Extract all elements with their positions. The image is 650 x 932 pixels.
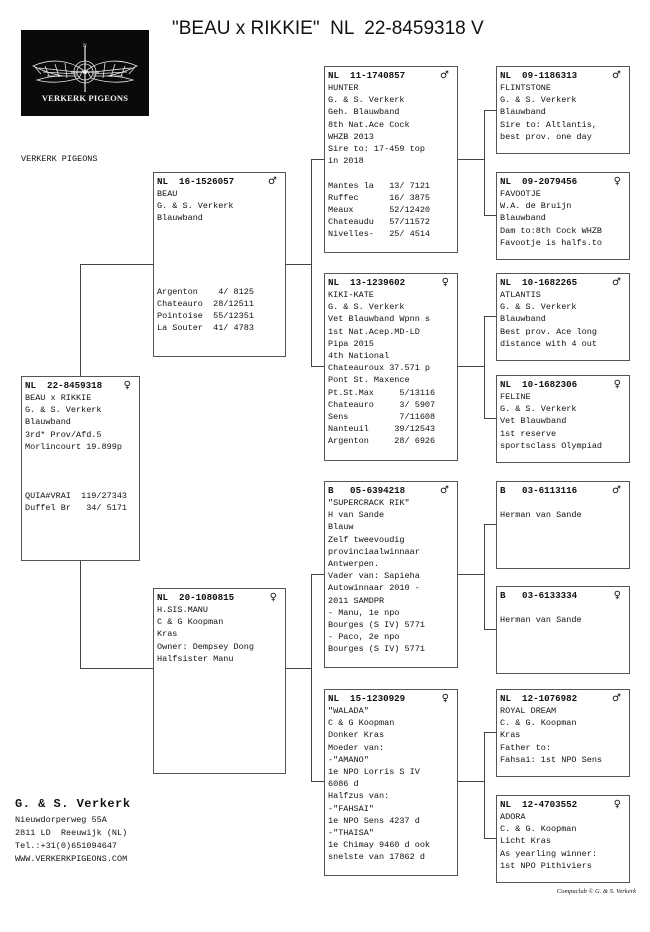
card-line: Blauwband [500, 213, 546, 224]
card-line: Owner: Dempsey Dong [157, 641, 254, 652]
card-line: Chateaudu 57/11572 [328, 217, 431, 228]
card-line: HUNTER [328, 83, 359, 93]
connector-line [484, 110, 485, 216]
pigeon-card-subject[interactable] [21, 376, 140, 561]
ring-number: NL 20-1080815 [157, 592, 235, 603]
card-line: "WALADA" [328, 706, 369, 716]
connector-line [80, 668, 153, 669]
card-header [500, 378, 626, 391]
card-header [328, 484, 454, 497]
female-symbol-icon: ♀ [613, 176, 621, 187]
card-line: Sire to: 17-459 top [328, 144, 425, 155]
card-line: 1st NPO Pithiviers [500, 860, 592, 871]
card-line: 1e NPO Sens 4237 d [328, 815, 420, 826]
pigeon-card-sire[interactable] [153, 172, 286, 357]
card-line: Zelf tweevoudig [328, 534, 405, 545]
connector-line [311, 574, 324, 575]
card-header [328, 69, 454, 82]
connector-line [484, 110, 496, 111]
card-line: Bourges (S IV) 5771 [328, 620, 425, 631]
card-header [500, 589, 626, 602]
card-header [500, 175, 626, 188]
card-line: La Souter 41/ 4783 [157, 323, 254, 334]
logo-text: VERKERK PIGEONS [41, 93, 129, 103]
card-line: C. & G. Koopman [500, 718, 577, 729]
card-line: -"AMANO" [328, 754, 369, 765]
female-symbol-icon: ♀ [613, 799, 621, 810]
ring-number: B 03-6113116 [500, 485, 578, 496]
ring-number: NL 15-1230929 [328, 693, 406, 704]
card-line: KIKI-KATE [328, 290, 374, 300]
card-line: Geh. Blauwband [328, 107, 400, 118]
card-line: ADORA [500, 812, 526, 822]
connector-line [484, 418, 496, 419]
card-line: Nanteuil 39/12543 [328, 424, 436, 435]
card-line: Moeder van: [328, 742, 385, 753]
ring-number: NL 16-1526057 [157, 176, 235, 187]
ring-number: NL 12-1076982 [500, 693, 578, 704]
pigeon-card-dd-sire[interactable] [496, 689, 630, 777]
card-line: Licht Kras [500, 836, 552, 847]
org-label: VERKERK PIGEONS [21, 154, 98, 164]
female-symbol-icon: ♀ [613, 590, 621, 601]
card-line: FLINTSTONE [500, 83, 552, 93]
card-line: As yearling winner: [500, 848, 597, 859]
connector-line [484, 732, 496, 733]
breeder-name: G. & S. Verkerk [15, 797, 131, 811]
card-line: WHZB 2013 [328, 131, 374, 142]
card-line: 1e NPO Lorris S IV [328, 767, 420, 778]
card-line: sportsclass Olympiad [500, 440, 603, 451]
card-line: Pt.St.Max 5/13116 [328, 387, 436, 398]
pigeon-card-ss-dam[interactable] [496, 172, 630, 260]
card-line: W.A. de Bruijn [500, 201, 572, 212]
spacer [157, 261, 282, 273]
connector-line [484, 316, 496, 317]
female-symbol-icon: ♀ [269, 592, 277, 603]
card-header [157, 175, 282, 188]
pigeon-card-sd-sire[interactable] [496, 273, 630, 361]
card-line: 1st Nat.Acep.MD-LD [328, 326, 420, 337]
card-line: H.SIS.MANU [157, 605, 209, 615]
card-header [328, 692, 454, 705]
card-line: Argenton 4/ 8125 [157, 286, 254, 297]
ring-number: B 03-6133334 [500, 590, 578, 601]
spacer [25, 465, 136, 477]
pigeon-card-ds-sire[interactable] [496, 481, 630, 569]
card-line: Mantes la 13/ 7121 [328, 180, 431, 191]
card-line: Duffel Br 34/ 5171 [25, 502, 128, 513]
card-line: Meaux 52/12420 [328, 205, 431, 216]
copyright: Compuclub © G. & S. Verkerk [556, 888, 636, 895]
connector-line [311, 574, 312, 782]
card-line: Ruffec 16/ 3875 [328, 192, 431, 203]
card-line: 8th Nat.Ace Cock [328, 119, 410, 130]
card-line: Herman van Sande [500, 510, 582, 521]
connector-line [484, 316, 485, 419]
card-header [157, 591, 282, 604]
card-line: -"FAHSAI" [328, 803, 374, 814]
winged-compass-logo-icon [21, 30, 149, 116]
card-line: "SUPERCRACK RIK" [328, 498, 410, 508]
card-line: Vader van: Sapieha [328, 571, 420, 582]
address-line-2: 2811 LD Reeuwijk (NL) [15, 828, 128, 838]
card-line: Dam to:8th Cock WHZB [500, 225, 603, 236]
card-line: H van Sande [328, 510, 385, 521]
card-line: Kras [500, 730, 521, 741]
spacer [500, 497, 626, 509]
card-line: Blauwband [25, 417, 71, 428]
card-line: Kras [157, 629, 178, 640]
card-line: Blauw [328, 522, 354, 533]
ring-number: NL 12-4703552 [500, 799, 578, 810]
male-symbol-icon: ♂ [612, 693, 621, 704]
card-line: Morlincourt 19.899p [25, 441, 122, 452]
card-line: G. & S. Verkerk [500, 404, 577, 415]
female-symbol-icon: ♀ [441, 693, 449, 704]
card-line: - Manu, 1e npo [328, 607, 400, 618]
card-line: Favootje is halfs.to [500, 237, 603, 248]
website-link[interactable]: WWW.VERKERKPIGEONS.COM [15, 854, 128, 864]
ring-number: NL 09-1186313 [500, 70, 578, 81]
spacer [500, 602, 626, 614]
card-line: Blauwband [157, 213, 203, 224]
ring-number: NL 10-1682306 [500, 379, 578, 390]
pigeon-card-sire-sire[interactable] [324, 66, 458, 253]
male-symbol-icon: ♂ [612, 70, 621, 81]
connector-line [484, 524, 485, 630]
phone: Tel.:+31(0)651094647 [15, 841, 118, 851]
card-line: BEAU [157, 189, 178, 199]
ring-number: NL 10-1682265 [500, 277, 578, 288]
connector-line [484, 524, 496, 525]
card-line: G. & S. Verkerk [157, 201, 234, 212]
card-line: Halfsister Manu [157, 653, 234, 664]
connector-line [311, 366, 324, 367]
card-header [500, 798, 626, 811]
footer-contact [15, 797, 131, 866]
male-symbol-icon: ♂ [612, 277, 621, 288]
card-line: 2011 SAMDPR [328, 595, 385, 606]
card-line: 3rd* Prov/Afd.5 [25, 429, 102, 440]
pigeon-card-ss-sire[interactable] [496, 66, 630, 154]
connector-line [484, 629, 496, 630]
card-line: Fahsai: 1st NPO Sens [500, 754, 603, 765]
card-line: Pont St. Maxence [328, 375, 410, 386]
card-line: Halfzus van: [328, 791, 390, 802]
pigeon-card-dam-dam[interactable] [324, 689, 458, 876]
card-line: distance with 4 out [500, 338, 597, 349]
card-line: Chateauroux 37.571 p [328, 363, 431, 374]
connector-line [80, 560, 81, 669]
female-symbol-icon: ♀ [613, 379, 621, 390]
connector-line [457, 366, 484, 367]
card-header [328, 276, 454, 289]
male-symbol-icon: ♂ [440, 70, 449, 81]
card-line: G. & S. Verkerk [500, 302, 577, 313]
card-line: snelste van 17862 d [328, 852, 425, 863]
connector-line [285, 264, 311, 265]
card-header [500, 484, 626, 497]
card-line: Chateauro 28/12511 [157, 298, 254, 309]
pigeon-card-dam[interactable] [153, 588, 286, 774]
card-line: Vet Blauwband [500, 416, 567, 427]
card-header [500, 692, 626, 705]
connector-line [484, 838, 496, 839]
ring-number: B 05-6394218 [328, 485, 406, 496]
card-line: - Paco, 2e npo [328, 632, 400, 643]
male-symbol-icon: ♂ [440, 485, 449, 496]
card-line: provinciaalwinnaar [328, 546, 420, 557]
card-line: ROYAL DREAM [500, 706, 557, 716]
card-line: Argenton 28/ 6926 [328, 436, 436, 447]
card-header [500, 69, 626, 82]
connector-line [484, 732, 485, 839]
female-symbol-icon: ♀ [441, 277, 449, 288]
spacer [25, 477, 136, 489]
card-line: 6086 d [328, 779, 359, 790]
pigeon-card-sd-dam[interactable] [496, 375, 630, 463]
svg-text:N: N [83, 44, 87, 49]
card-line: Sens 7/11608 [328, 412, 436, 423]
card-line: Father to: [500, 742, 552, 753]
card-line: Pipa 2015 [328, 338, 374, 349]
card-line: Chateauro 3/ 5907 [328, 399, 436, 410]
ring-number: NL 22-8459318 [25, 380, 103, 391]
connector-line [311, 781, 324, 782]
connector-line [457, 159, 484, 160]
address-line-1: Nieuwdorperweg 55A [15, 815, 107, 825]
card-line: C & G Koopman [328, 718, 395, 729]
pigeon-card-dam-sire[interactable] [324, 481, 458, 668]
spacer [25, 453, 136, 465]
card-line: -"THAISA" [328, 828, 374, 839]
card-line: QUIA#VRAI 119/27343 [25, 490, 128, 501]
connector-line [311, 159, 324, 160]
spacer [328, 167, 454, 179]
card-line: ATLANTIS [500, 290, 541, 300]
ring-number: NL 11-1740857 [328, 70, 406, 81]
card-line: Blauwband [500, 107, 546, 118]
card-header [25, 379, 136, 392]
card-line: Sire to: Altlantis, [500, 119, 597, 130]
connector-line [311, 159, 312, 367]
card-line: 1e Chimay 9460 d ook [328, 840, 431, 851]
card-line: Antwerpen. [328, 559, 380, 570]
connector-line [80, 264, 81, 376]
female-symbol-icon: ♀ [123, 380, 131, 391]
connector-line [457, 781, 484, 782]
card-line: Nivelles- 25/ 4514 [328, 229, 431, 240]
pigeon-card-dd-dam[interactable] [496, 795, 630, 883]
card-line: G. & S. Verkerk [25, 405, 102, 416]
card-line: Vet Blauwband Wpnn s [328, 314, 431, 325]
card-line: in 2018 [328, 156, 364, 167]
logo [21, 30, 149, 116]
card-line: FELINE [500, 392, 531, 402]
card-line: BEAU x RIKKIE [25, 393, 92, 403]
ring-number: NL 09-2079456 [500, 176, 578, 187]
page-title: "BEAU x RIKKIE" NL 22-8459318 V [172, 18, 484, 39]
spacer [157, 273, 282, 285]
card-line: Donker Kras [328, 730, 385, 741]
card-line: FAVOOTJE [500, 189, 541, 199]
card-line: Blauwband [500, 314, 546, 325]
ring-number: NL 13-1239602 [328, 277, 406, 288]
spacer [157, 225, 282, 237]
card-line: 1st reserve [500, 428, 557, 439]
card-line: Best prov. Ace long [500, 326, 597, 337]
connector-line [285, 668, 311, 669]
card-line: C & G Koopman [157, 617, 224, 628]
card-line: G. & S. Verkerk [500, 95, 577, 106]
card-line: Pointoise 55/12351 [157, 310, 254, 321]
pigeon-card-sire-dam[interactable] [324, 273, 458, 461]
spacer [157, 237, 282, 249]
card-line: best prov. one day [500, 131, 592, 142]
card-line: Bourges (S IV) 5771 [328, 644, 425, 655]
spacer [157, 249, 282, 261]
card-line: C. & G. Koopman [500, 824, 577, 835]
pigeon-card-ds-dam[interactable] [496, 586, 630, 674]
card-line: G. & S. Verkerk [328, 302, 405, 313]
male-symbol-icon: ♂ [268, 176, 277, 187]
card-line: G. & S. Verkerk [328, 95, 405, 106]
card-line: Herman van Sande [500, 615, 582, 626]
card-line: Autowinnaar 2010 - [328, 583, 420, 594]
male-symbol-icon: ♂ [612, 485, 621, 496]
connector-line [457, 574, 484, 575]
connector-line [80, 264, 153, 265]
card-header [500, 276, 626, 289]
card-line: 4th National [328, 351, 390, 362]
connector-line [484, 215, 496, 216]
